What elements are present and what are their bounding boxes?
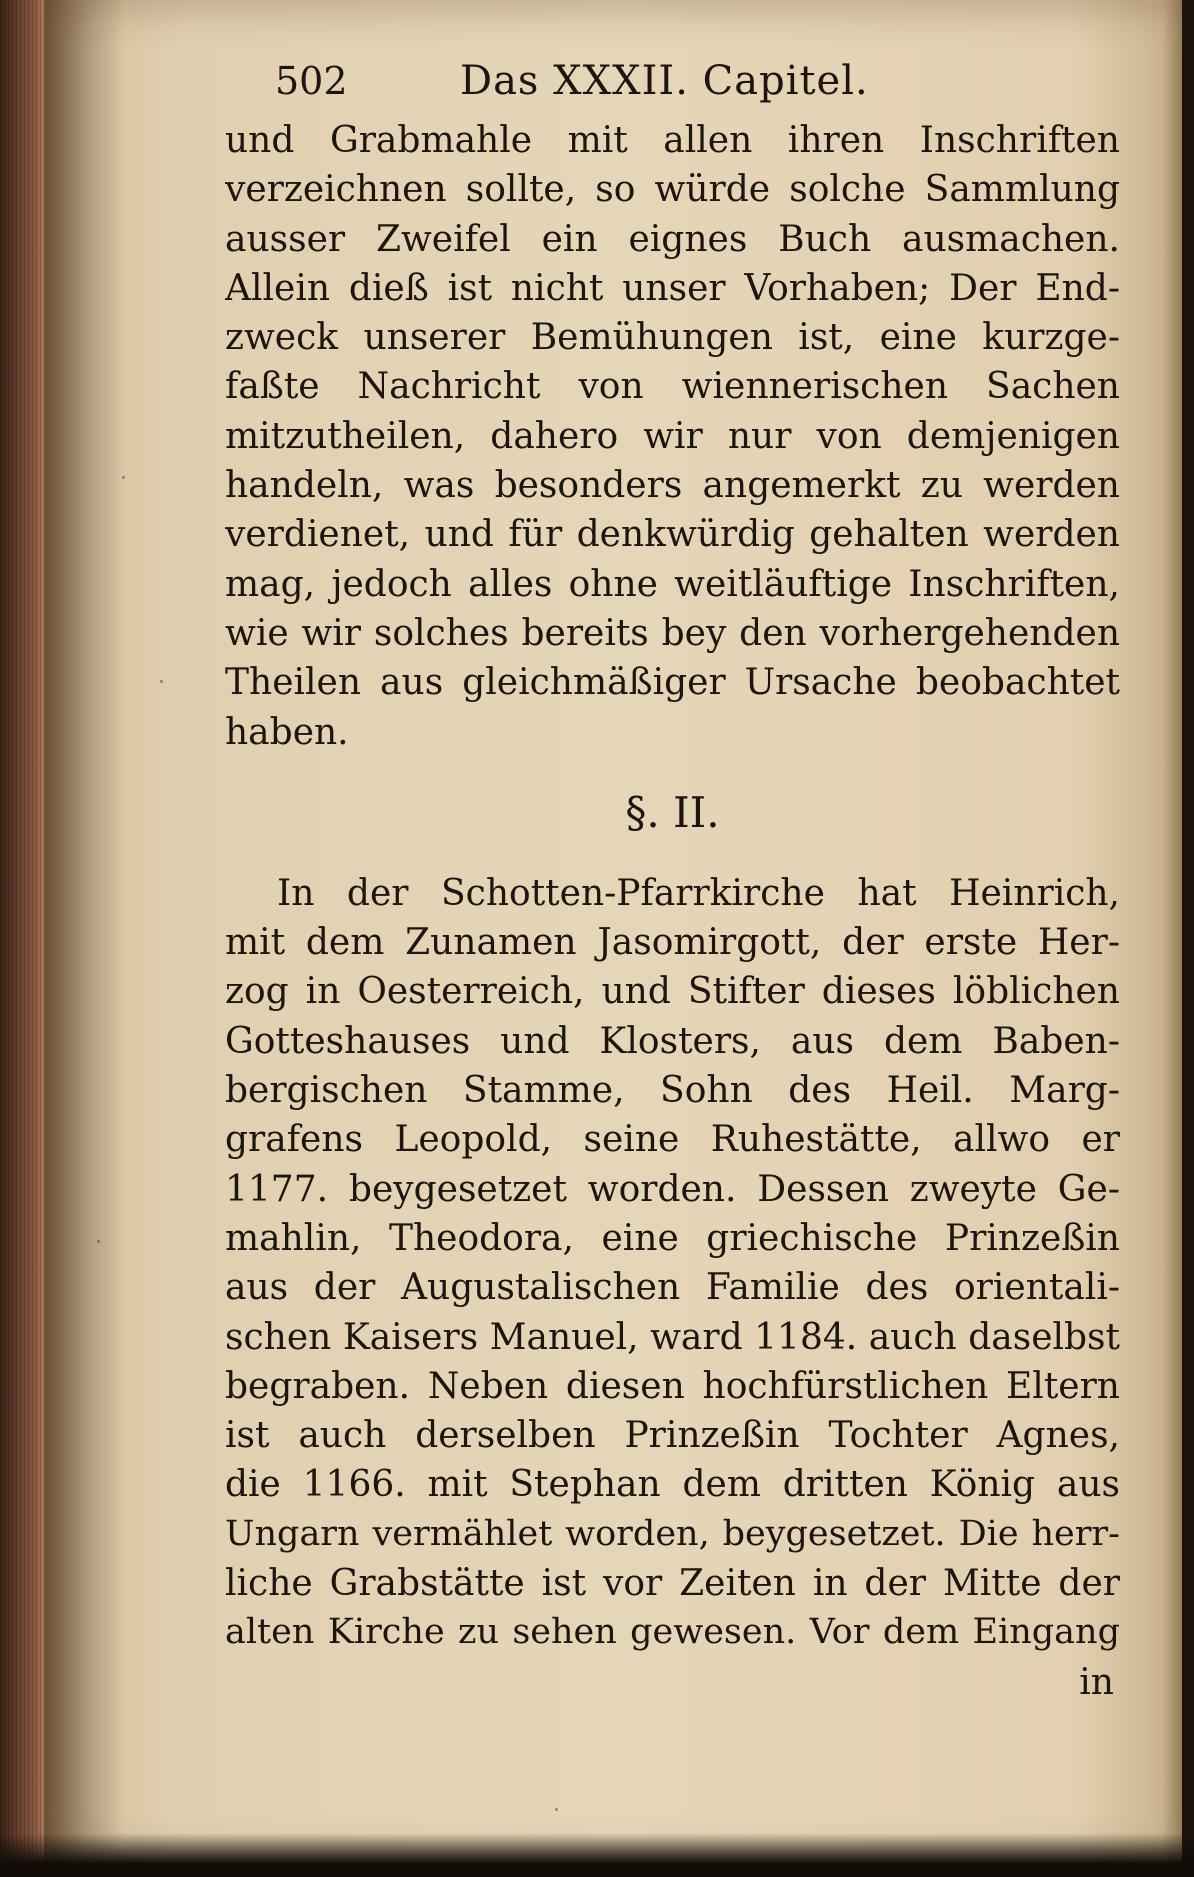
text-line: haben. (225, 711, 349, 753)
paragraph-2 (225, 869, 1120, 1658)
text-line: mit dem Zunamen Jasomirgott, der erste Her- (225, 922, 1120, 964)
text-line: wie wir solches bereits bey den vorhergehenden (225, 612, 1120, 654)
text-line: verdienet, und für denkwürdig gehalten werden (225, 514, 1120, 556)
scan-right-edge (1182, 0, 1194, 1877)
text-line: Theilen aus gleichmäßiger Ursache beobachtet (225, 662, 1120, 704)
text-line: Ungarn vermählet worden, beygesetzet. Die herr- (225, 1513, 1120, 1554)
text-line: mag, jedoch alles ohne weitläuftige Inschriften, (225, 563, 1120, 605)
section-heading: §. II. (625, 787, 720, 837)
text-line: mitzutheilen, dahero wir nur von demjenigen (225, 415, 1120, 457)
text-line: ausser Zweifel ein eignes Buch ausmachen. (225, 218, 1120, 260)
text-line: aus der Augustalischen Familie des orientali- (225, 1267, 1120, 1309)
paragraph-1 (225, 116, 1120, 757)
text-line: begraben. Neben diesen hochfürstlichen Eltern (225, 1365, 1120, 1407)
text-line: bergischen Stamme, Sohn des Heil. Marg- (225, 1070, 1120, 1112)
text-line: zweck unserer Bemühungen ist, eine kurzge- (225, 317, 1120, 359)
paper-speck (122, 476, 125, 479)
paper-speck (97, 1240, 100, 1243)
text-line: zog in Oesterreich, und Stifter dieses löblichen (225, 971, 1120, 1013)
page-number: 502 (275, 59, 348, 103)
text-line: grafens Leopold, seine Ruhestätte, allwo er (225, 1119, 1120, 1161)
text-line: verzeichnen sollte, so würde solche Sammlung (225, 169, 1120, 211)
paper-speck (160, 680, 163, 683)
page-header (225, 46, 1120, 116)
text-line: Allein dieß ist nicht unser Vorhaben; Der End- (225, 267, 1120, 309)
text-line: handeln, was besonders angemerkt zu werden (225, 465, 1120, 507)
catchword: in (1079, 1661, 1114, 1703)
text-line: 1177. beygesetzet worden. Dessen zweyte Ge- (225, 1168, 1120, 1210)
text-line: schen Kaisers Manuel, ward 1184. auch daselbst (225, 1316, 1120, 1358)
scan-bottom-edge (0, 1833, 1194, 1877)
text-line: ist auch derselben Prinzeßin Tochter Agnes, (225, 1415, 1120, 1457)
text-line: liche Grabstätte ist vor Zeiten in der Mitte der (225, 1563, 1120, 1605)
gutter-shadow (44, 0, 124, 1877)
text-line: Gotteshauses und Klosters, aus dem Baben- (225, 1020, 1120, 1062)
running-head: Das XXXII. Capitel. (460, 58, 869, 104)
text-line: alten Kirche zu sehen gewesen. Vor dem Eingang (225, 1612, 1120, 1653)
page-text (225, 46, 1120, 1707)
paper-speck (555, 1808, 558, 1811)
text-line: die 1166. mit Stephan dem dritten König aus (225, 1464, 1120, 1506)
text-line: mahlin, Theodora, eine griechische Prinzeßin (225, 1217, 1120, 1259)
text-line: In der Schotten-Pfarrkirche hat Heinrich, (277, 872, 1120, 914)
text-line: faßte Nachricht von wiennerischen Sachen (225, 366, 1120, 408)
text-line: und Grabmahle mit allen ihren Inschriften (225, 120, 1120, 161)
